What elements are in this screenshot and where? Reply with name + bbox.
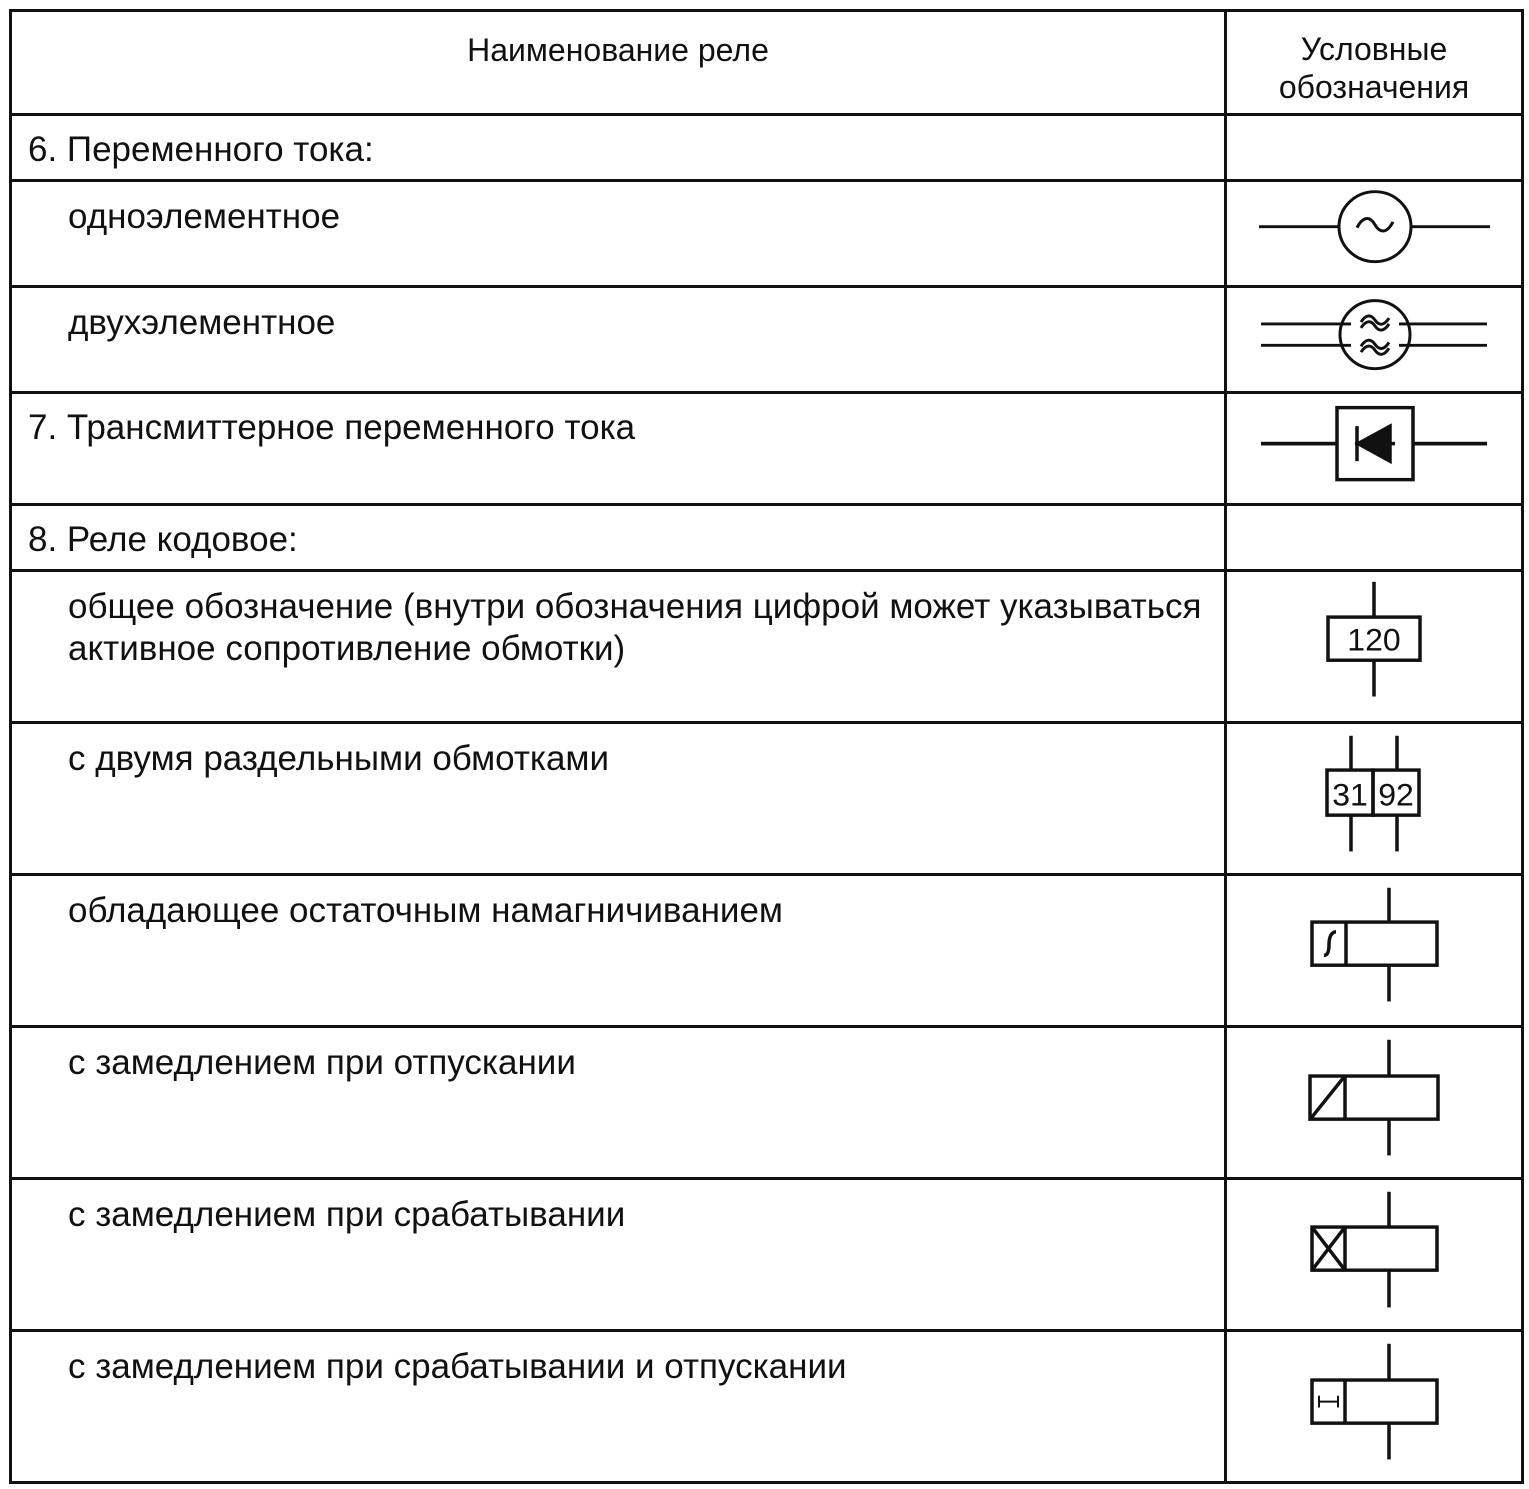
code-relay-two-windings-icon	[1227, 724, 1524, 873]
table-row	[11, 1179, 1523, 1331]
section-title-code-relay: 8. Реле кодовое:	[11, 505, 1226, 571]
section-title-transmitter: 7. Трансмиттерное переменного тока	[11, 393, 1226, 505]
row-name-operate-delay: с замедлением при срабатывании	[11, 1179, 1226, 1331]
table-row	[11, 393, 1523, 505]
operate-delay-relay-icon	[1227, 1180, 1524, 1329]
table-row	[11, 875, 1523, 1027]
table-row	[11, 723, 1523, 875]
winding-1-label: 31	[1332, 776, 1368, 813]
empty-symbol-cell	[1226, 505, 1523, 571]
symbol-cell	[1226, 571, 1523, 723]
symbol-cell	[1226, 1027, 1523, 1179]
ac-two-element-relay-icon	[1227, 288, 1524, 391]
symbol-cell	[1226, 287, 1523, 393]
code-relay-general-icon	[1227, 572, 1524, 721]
table-row	[11, 1331, 1523, 1483]
row-name-two-element: двухэлементное	[11, 287, 1226, 393]
symbol-cell	[1226, 1179, 1523, 1331]
symbol-cell	[1226, 393, 1523, 505]
residual-magnetization-relay-icon	[1227, 876, 1524, 1025]
header-symbol-cell: Условные обозначения	[1226, 11, 1523, 115]
table-row	[11, 181, 1523, 287]
relay-symbols-table	[9, 9, 1524, 1484]
transmitter-relay-icon	[1227, 394, 1524, 503]
operate-release-delay-relay-icon	[1227, 1332, 1524, 1481]
table-header-row	[11, 11, 1523, 115]
table-row	[11, 115, 1523, 181]
resistance-label: 120	[1347, 621, 1401, 658]
ac-single-element-relay-icon	[1227, 182, 1524, 285]
row-name-general: общее обозначение (внутри обозначения цифрой может указываться активное сопротивление обмотки)	[11, 571, 1226, 723]
release-delay-relay-icon	[1227, 1028, 1524, 1177]
table-row	[11, 1027, 1523, 1179]
symbol-cell	[1226, 875, 1523, 1027]
row-name-release-delay: с замедлением при отпускании	[11, 1027, 1226, 1179]
symbol-cell	[1226, 181, 1523, 287]
winding-2-label: 92	[1378, 776, 1414, 813]
table-row	[11, 505, 1523, 571]
symbol-cell	[1226, 723, 1523, 875]
row-name-two-windings: с двумя раздельными обмотками	[11, 723, 1226, 875]
section-title-ac: 6. Переменного тока:	[11, 115, 1226, 181]
row-name-residual-magnetization: обладающее остаточным намагничиванием	[11, 875, 1226, 1027]
symbol-cell	[1226, 1331, 1523, 1483]
header-name-cell: Наименование реле	[11, 11, 1226, 115]
table-row	[11, 287, 1523, 393]
table-row	[11, 571, 1523, 723]
row-name-single-element: одноэлементное	[11, 181, 1226, 287]
empty-symbol-cell	[1226, 115, 1523, 181]
row-name-operate-release-delay: с замедлением при срабатывании и отпускании	[11, 1331, 1226, 1483]
